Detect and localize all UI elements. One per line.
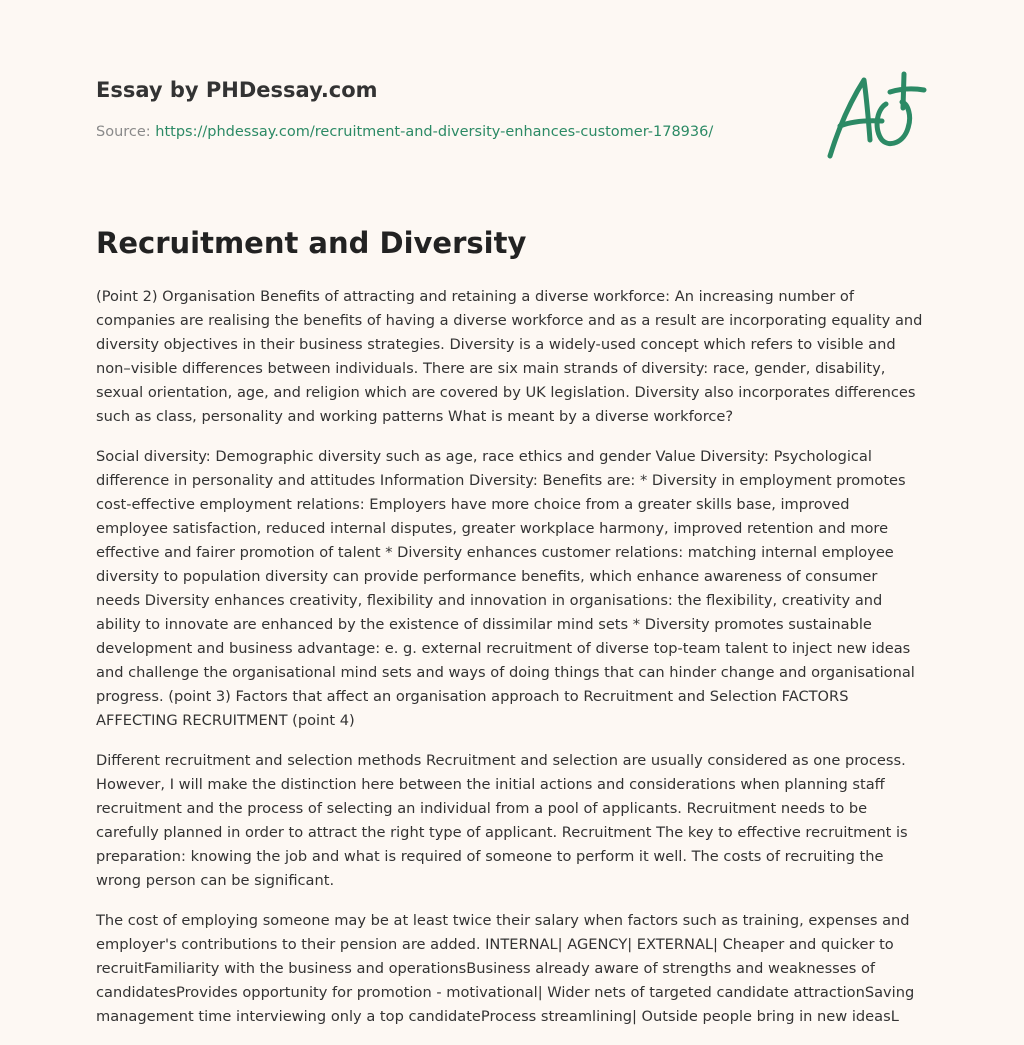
article-paragraph: Social diversity: Demographic diversity such as age, race ethics and gender Value Diversity: Psychological difference in personality and attitudes Information Diversity: Benefits are: * Diversity in employment promotes cost-effective employment relations: Employers have more choice from a greater skills base, improved employee satisfaction, reduced internal disputes, greater workplace harmony, improved retention and more effective and fairer promotion of talent * Diversity enhances customer relations: matching internal employee diversity to population diversity can provide performance benefits, which enhance awareness of consumer needs Diversity enhances creativity, flexibility and innovation in organisations: the flexibility, creativity and ability to innovate are enhanced by the existence of dissimilar mind sets * Diversity promotes sustainable development and business advantage: e. g. external recruitment of diverse top-team talent to inject new ideas and challenge the organisational mind sets and ways of doing things that can hinder change and organisational progress. (point 3) Factors that affect an organisation approach to Recruitment and Selection FACTORS AFFECTING RECRUITMENT (point 4) xyxy=(96,448,915,729)
article-paragraph: Different recruitment and selection methods Recruitment and selection are usually considered as one process. However, I will make the distinction here between the initial actions and considerations when planning staff recruitment and the process of selecting an individual from a pool of applicants. Recruitment needs to be carefully planned in order to attract the right type of applicant. Recruitment The key to effective recruitment is preparation: knowing the job and what is required of someone to perform it well. The costs of recruiting the wrong person can be significant. xyxy=(96,752,908,889)
source-line xyxy=(96,124,713,140)
a-plus-logo-icon xyxy=(824,68,928,164)
article-title: Recruitment and Diversity xyxy=(96,226,527,260)
article-body xyxy=(96,285,926,1045)
source-link[interactable]: https://phdessay.com/recruitment-and-diversity-enhances-customer-178936/ xyxy=(155,124,714,140)
article-paragraph: The cost of employing someone may be at least twice their salary when factors such as training, expenses and employer's contributions to their pension are added. INTERNAL| AGENCY| EXTERNAL| Cheaper and quicker to recruitFamiliarity with the business and operationsBusiness already aware of strengths and weaknesses of candidatesProvides opportunity for promotion - motivational| Wider nets of targeted candidate attractionSaving management time interviewing only a top candidateProcess streamlining| Outside people bring in new ideasL xyxy=(96,912,915,1025)
source-label: Source: xyxy=(96,124,151,140)
article-paragraph: (Point 2) Organisation Benefits of attracting and retaining a diverse workforce: An increasing number of companies are realising the benefits of having a diverse workforce and as a result are incorporating equality and diversity objectives in their business strategies. Diversity is a widely-used concept which refers to visible and non–visible differences between individuals. There are six main strands of diversity: race, gender, disability, sexual orientation, age, and religion which are covered by UK legislation. Diversity also incorporates differences such as class, personality and working patterns What is meant by a diverse workforce? xyxy=(96,288,923,425)
site-brand: Essay by PHDessay.com xyxy=(96,78,378,102)
